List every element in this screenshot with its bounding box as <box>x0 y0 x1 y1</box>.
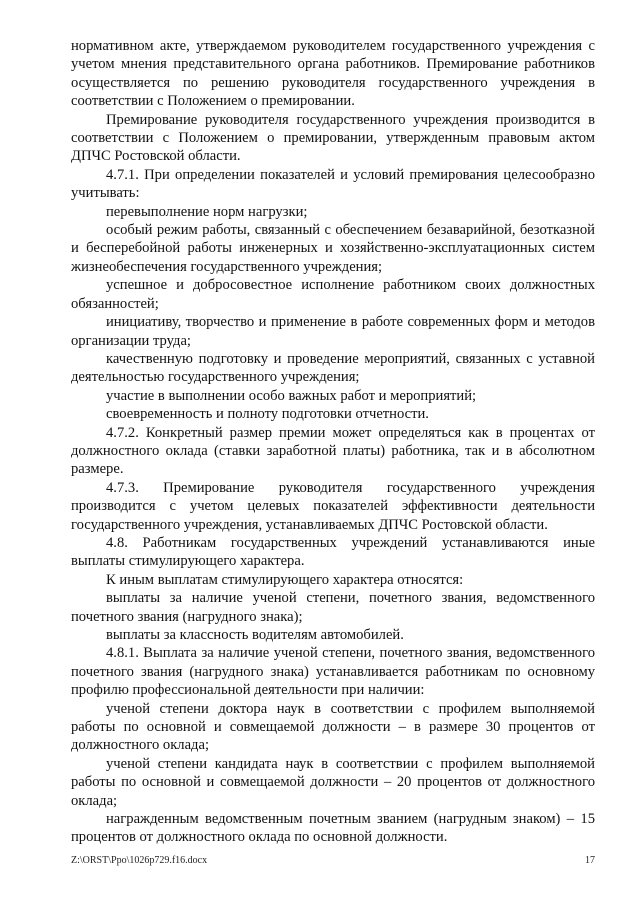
page-number: 17 <box>585 855 595 866</box>
paragraph-12: 4.7.3. Премирование руководителя государственного учреждения производится с учетом целевых показателей эффективности деятельности государственного учреждения, устанавливаемых ДПЧС Ростовской области. <box>71 479 595 533</box>
paragraph-13: 4.8. Работникам государственных учреждений устанавливаются иные выплаты стимулирующего характера. <box>71 534 595 570</box>
paragraph-2: Премирование руководителя государственного учреждения производится в соответствии с Положением о премировании, утвержденным правовым актом ДПЧС Ростовской области. <box>71 111 595 165</box>
paragraph-11: 4.7.2. Конкретный размер премии может определяться как в процентах от должностного оклада (ставки заработной платы) работника, так и в абсолютном размере. <box>71 424 595 478</box>
paragraph-14: К иным выплатам стимулирующего характера относятся: <box>106 571 464 588</box>
paragraph-10: своевременность и полноту подготовки отчетности. <box>106 406 429 423</box>
file-path: Z:\ORST\Ppo\1026p729.f16.docx <box>71 855 208 866</box>
paragraph-19: ученой степени кандидата наук в соответствии с профилем выполняемой работы по основной и совмещаемой должности – 20 процентов от должностного оклада; <box>71 755 595 809</box>
paragraph-6: успешное и добросовестное исполнение работником своих должностных обязанностей; <box>71 277 595 312</box>
paragraph-1: нормативном акте, утверждаемом руководителем государственного учреждения с учетом мнения представительного органа работников. Премирование работников осуществляется по решению руководителя государственного учреждения в соответствии с Положением о премировании. <box>71 38 595 110</box>
paragraph-8: качественную подготовку и проведение мероприятий, связанных с уставной деятельностью государственного учреждения; <box>71 350 595 386</box>
document-body <box>71 37 595 847</box>
paragraph-16: выплаты за классность водителям автомобилей. <box>106 627 404 643</box>
paragraph-7: инициативу, творчество и применение в работе современных форм и методов организации труда; <box>71 314 595 349</box>
paragraph-3: 4.7.1. При определении показателей и условий премирования целесообразно учитывать: <box>71 166 595 202</box>
paragraph-20: награжденным ведомственным почетным званием (нагрудным знаком) – 15 процентов от должностного оклада по основной должности. <box>71 811 595 846</box>
paragraph-9: участие в выполнении особо важных работ и мероприятий; <box>106 387 477 404</box>
paragraph-18: ученой степени доктора наук в соответствии с профилем выполняемой работы по основной и совмещаемой должности – в размере 30 процентов от должностного оклада; <box>71 700 595 754</box>
paragraph-17: 4.8.1. Выплата за наличие ученой степени, почетного звания, ведомственного почетного звания (нагрудного знака) устанавливается работникам по основному профилю профессиональной деятельности при наличии: <box>71 645 595 699</box>
paragraph-4: перевыполнение норм нагрузки; <box>106 203 308 220</box>
paragraph-15: выплаты за наличие ученой степени, почетного звания, ведомственного почетного звания (нагрудного знака); <box>71 590 595 625</box>
paragraph-5: особый режим работы, связанный с обеспечением безаварийной, безотказной и бесперебойной работы инженерных и хозяйственно-эксплуатационных систем жизнеобеспечения государственного учреждения; <box>71 222 595 275</box>
